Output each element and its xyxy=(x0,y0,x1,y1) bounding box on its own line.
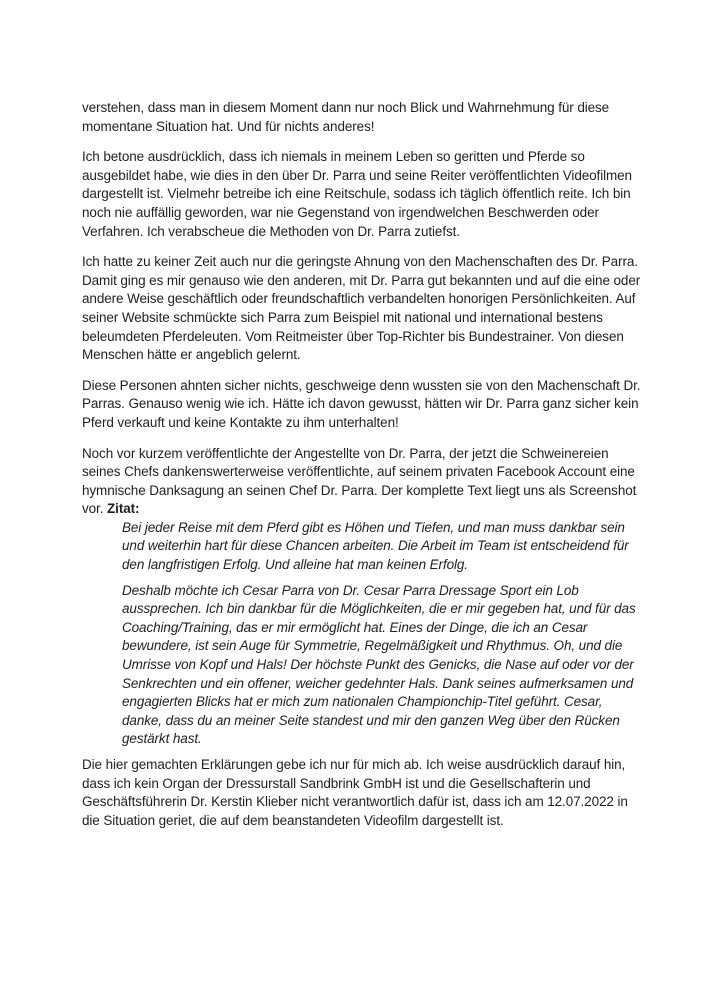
paragraph-diese-personen: Diese Personen ahnten sicher nichts, geschweige denn wussten sie von den Machenschaft Dr. Parras. Genauso wenig wie ich. Hätte ich davon gewusst, hätten wir Dr. Parra ganz sicher kein Pferd verkauft und keine Kontakte zu ihm unterhalten! xyxy=(82,377,641,430)
quote-block-2: Deshalb möchte ich Cesar Parra von Dr. Cesar Parra Dressage Sport ein Lob aussprechen. Ich bin dankbar für die Möglichkeiten, die er mir gegeben hat, und für das Coaching/Training, das er mir ermöglicht hat. Eines der Dinge, die ich an Cesar bewundere, ist sein Auge für Symmetrie, Regelmäßigkeit und Rhythmus. Oh, und die Umrisse von Kopf und Hals! Der höchste Punkt des Genicks, die Nase auf oder vor der Senkrechten und ein offener, weicher gedehnter Hals. Dank seines aufmerksamen und engagierten Blicks hat er mich zum nationalen Championchip-Titel geführt. Cesar, danke, dass du an meiner Seite standest und mir den ganzen Weg über den Rücken gestärkt hast. xyxy=(122,582,636,747)
paragraph-facebook-einleitung xyxy=(82,445,642,519)
paragraph-erklaerung-schluss: Die hier gemachten Erklärungen gebe ich nur für mich ab. Ich weise ausdrücklich darauf hin, dass ich kein Organ der Dressurstall Sandbrink GmbH ist und die Gesellschafterin und Geschäftsführerin Dr. Kerstin Klieber nicht verantwortlich dafür ist, dass ich am 12.07.2022 in die Situation geriet, die auf dem beanstandeten Videofilm dargestellt ist. xyxy=(82,757,628,828)
zitat-label: Zitat: xyxy=(107,501,140,517)
paragraph-betonung: Ich betone ausdrücklich, dass ich niemals in meinem Leben so geritten und Pferde so ausgebildet habe, wie dies in den über Dr. Parra und seine Reiter veröffentlichten Videofilmen dargestellt ist. Vielmehr betreibe ich eine Reitschule, sodass ich täglich öffentlich reite. Ich bin noch nie auffällig geworden, war nie Gegenstand von irgendwelchen Beschwerden oder Verfahren. Ich verabscheue die Methoden von Dr. Parra zutiefst. xyxy=(82,149,632,239)
paragraph-intro-continuation: verstehen, dass man in diesem Moment dann nur noch Blick und Wahrnehmung für diese momentane Situation hat. Und für nichts anderes! xyxy=(82,100,610,134)
quote-block-1: Bei jeder Reise mit dem Pferd gibt es Höhen und Tiefen, und man muss dankbar sein und weiterhin hart für diese Chancen arbeiten. Die Arbeit im Team ist entscheidend für den langfristigen Erfolg. Und alleine hat man keinen Erfolg. xyxy=(122,519,629,573)
paragraph-keine-ahnung: Ich hatte zu keiner Zeit auch nur die geringste Ahnung von den Machenschaften des Dr. Parra. Damit ging es mir genauso wie den anderen, mit Dr. Parra gut bekannten und auf die eine oder andere Weise geschäftlich oder freundschaftlich verbandelten honorigen Persönlichkeiten. Auf seiner Website schmückte sich Parra zum Beispiel mit national und international bestens beleumdeten Pferdeleuten. Vom Reitmeister über Top-Richter bis Bundestrainer. Von diesen Menschen hätte er angeblich gelernt. xyxy=(82,254,641,363)
paragraph-text: Noch vor kurzem veröffentlichte der Angestellte von Dr. Parra, der jetzt die Schweinereien seines Chefs dankenswerterweise veröffentlichte, auf seinem privaten Facebook Account eine hymnische Danksagung an seinen Chef Dr. Parra. Der komplette Text liegt uns als Screenshot vor. xyxy=(82,445,637,517)
